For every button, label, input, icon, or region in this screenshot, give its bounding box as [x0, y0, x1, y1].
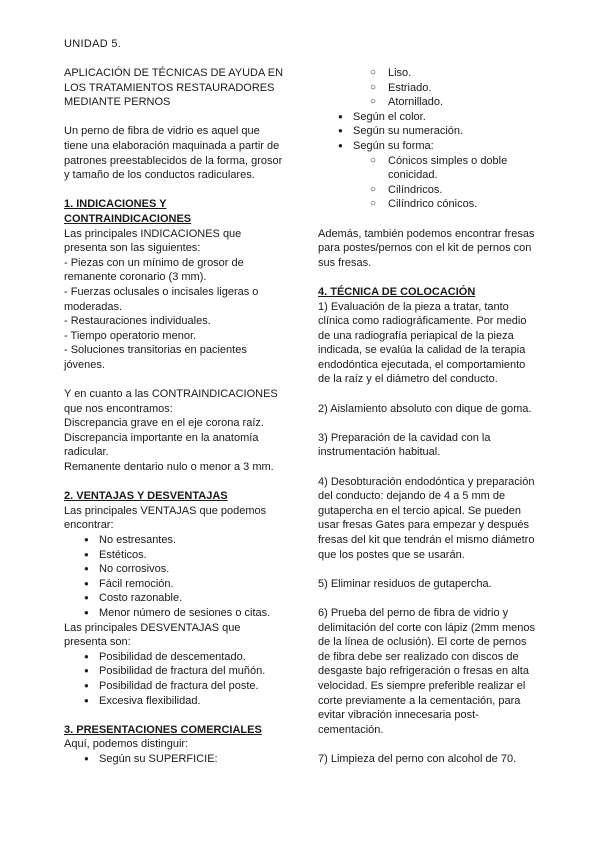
- disadvantage-item: ● Posibilidad de fractura del muñón.: [64, 664, 286, 679]
- presentations-list: [64, 752, 286, 767]
- disadvantage-item: ● Excesiva flexibilidad.: [64, 694, 286, 709]
- indication-item: - Fuerzas oclusales o incisales ligeras o moderadas.: [64, 285, 259, 313]
- advantage-item: ● No estresantes.: [64, 533, 286, 548]
- presentation-more-list: [318, 110, 540, 154]
- shape-subitem: ○ Cónicos simples o doble conicidad.: [318, 154, 540, 183]
- advantage-item: ● No corrosivos.: [64, 562, 286, 577]
- technique-step: 1) Evaluación de la pieza a tratar, tanto clínica como radiográficamente. Por medio de una radiografía periapical de la pieza indicada, se evalúa la calidad de la terapia endodóntica ejecutada, el comportamiento de la raíz y el diámetro del conducto.: [318, 300, 527, 386]
- advantages-intro: Las principales VENTAJAS que podemos encontrar:: [64, 504, 267, 532]
- contraindications-intro: Y en cuanto a las CONTRAINDICACIONES que nos encontramos:: [64, 388, 278, 415]
- surface-subitem: ○ Atornillado.: [318, 95, 540, 110]
- advantage-item: ● Fácil remoción.: [64, 577, 286, 592]
- technique-step: 3) Preparación de la cavidad con la instrumentación habitual.: [318, 431, 491, 459]
- disadvantage-item: ● Posibilidad de descementado.: [64, 650, 286, 665]
- shape-sublist: [318, 154, 540, 212]
- surface-subitem: ○ Liso.: [318, 66, 540, 81]
- presentation-item: ● Según el color.: [318, 110, 540, 125]
- technique-step: 7) Limpieza del perno con alcohol de 70.: [318, 752, 517, 765]
- intro-paragraph: Un perno de fibra de vidrio es aquel que tiene una elaboración maquinada a partir de patrones preestablecidos de la forma, grosor y tamaño de los conductos radiculares.: [64, 125, 283, 182]
- advantage-item: ● Estéticos.: [64, 548, 286, 563]
- advantages-list: [64, 533, 286, 621]
- shape-subitem: ○ Cilíndrico cónicos.: [318, 197, 540, 212]
- disadvantages-intro: Las principales DESVENTAJAS que presenta son:: [64, 621, 241, 649]
- contraindication-item: Discrepancia grave en el eje corona raíz.: [64, 417, 264, 430]
- indications-intro: Las principales INDICACIONES que presenta son las siguientes:: [64, 227, 242, 255]
- left-column: [64, 66, 286, 767]
- right-column: [318, 66, 540, 767]
- technique-step: 6) Prueba del perno de fibra de vidrio y delimitación del corte con lápiz (2mm menos de la línea de oclusión). El corte de pernos de fibra debe ser realizado con discos de desgaste bajo refrigeración o fresas en alta velocidad. Es siempre preferible realizar el corte previamente a la cementación, para evitar vibración innecesaria post-cementación.: [318, 606, 536, 736]
- indication-item: - Restauraciones individuales.: [64, 315, 211, 328]
- section-4-heading: 4. TÉCNICA DE COLOCACIÓN: [318, 285, 476, 298]
- indication-item: - Piezas con un mínimo de grosor de remanente coronario (3 mm).: [64, 256, 244, 284]
- surface-sublist: [318, 66, 540, 110]
- unit-label: UNIDAD 5.: [64, 38, 122, 50]
- technique-step: 4) Desobturación endodóntica y preparación del conducto: dejando de 4 a 5 mm de gutapercha en el tercio apical. Se pueden usar fresas Gates para empezar y después fresas del kit que tendrán el mismo diámetro que los postes que se usarán.: [318, 475, 535, 561]
- contraindication-item: Remanente dentario nulo o menor a 3 mm.: [64, 461, 274, 474]
- presentation-item: ● Según su SUPERFICIE:: [64, 752, 286, 767]
- kit-note: Además, también podemos encontrar fresas para postes/pernos con el kit de pernos con sus fresas.: [318, 227, 535, 269]
- technique-step: 5) Eliminar residuos de gutapercha.: [318, 577, 492, 590]
- presentation-item: ● Según su forma:: [318, 139, 540, 154]
- contraindication-item: Discrepancia importante en la anatomía radicular.: [64, 431, 259, 459]
- presentations-intro: Aquí, podemos distinguir:: [64, 738, 189, 751]
- disadvantage-item: ● Posibilidad de fractura del poste.: [64, 679, 286, 694]
- disadvantages-list: [64, 650, 286, 708]
- presentation-item: ● Según su numeración.: [318, 124, 540, 139]
- indication-item: - Soluciones transitorias en pacientes jóvenes.: [64, 344, 247, 371]
- document-title: APLICACIÓN DE TÉCNICAS DE AYUDA EN LOS TRATAMIENTOS RESTAURADORES MEDIANTE PERNOS: [64, 67, 284, 109]
- section-2-heading: 2. VENTAJAS Y DESVENTAJAS: [64, 490, 228, 503]
- section-1-heading: 1. INDICACIONES Y CONTRAINDICACIONES: [64, 198, 192, 225]
- surface-subitem: ○ Estriado.: [318, 81, 540, 96]
- advantage-item: ● Costo razonable.: [64, 591, 286, 606]
- section-3-heading: 3. PRESENTACIONES COMERCIALES: [64, 723, 262, 736]
- advantage-item: ● Menor número de sesiones o citas.: [64, 606, 286, 621]
- indication-item: - Tiempo operatorio menor.: [64, 329, 197, 342]
- shape-subitem: ○ Cilíndricos.: [318, 183, 540, 198]
- technique-step: 2) Aislamiento absoluto con dique de goma.: [318, 402, 532, 415]
